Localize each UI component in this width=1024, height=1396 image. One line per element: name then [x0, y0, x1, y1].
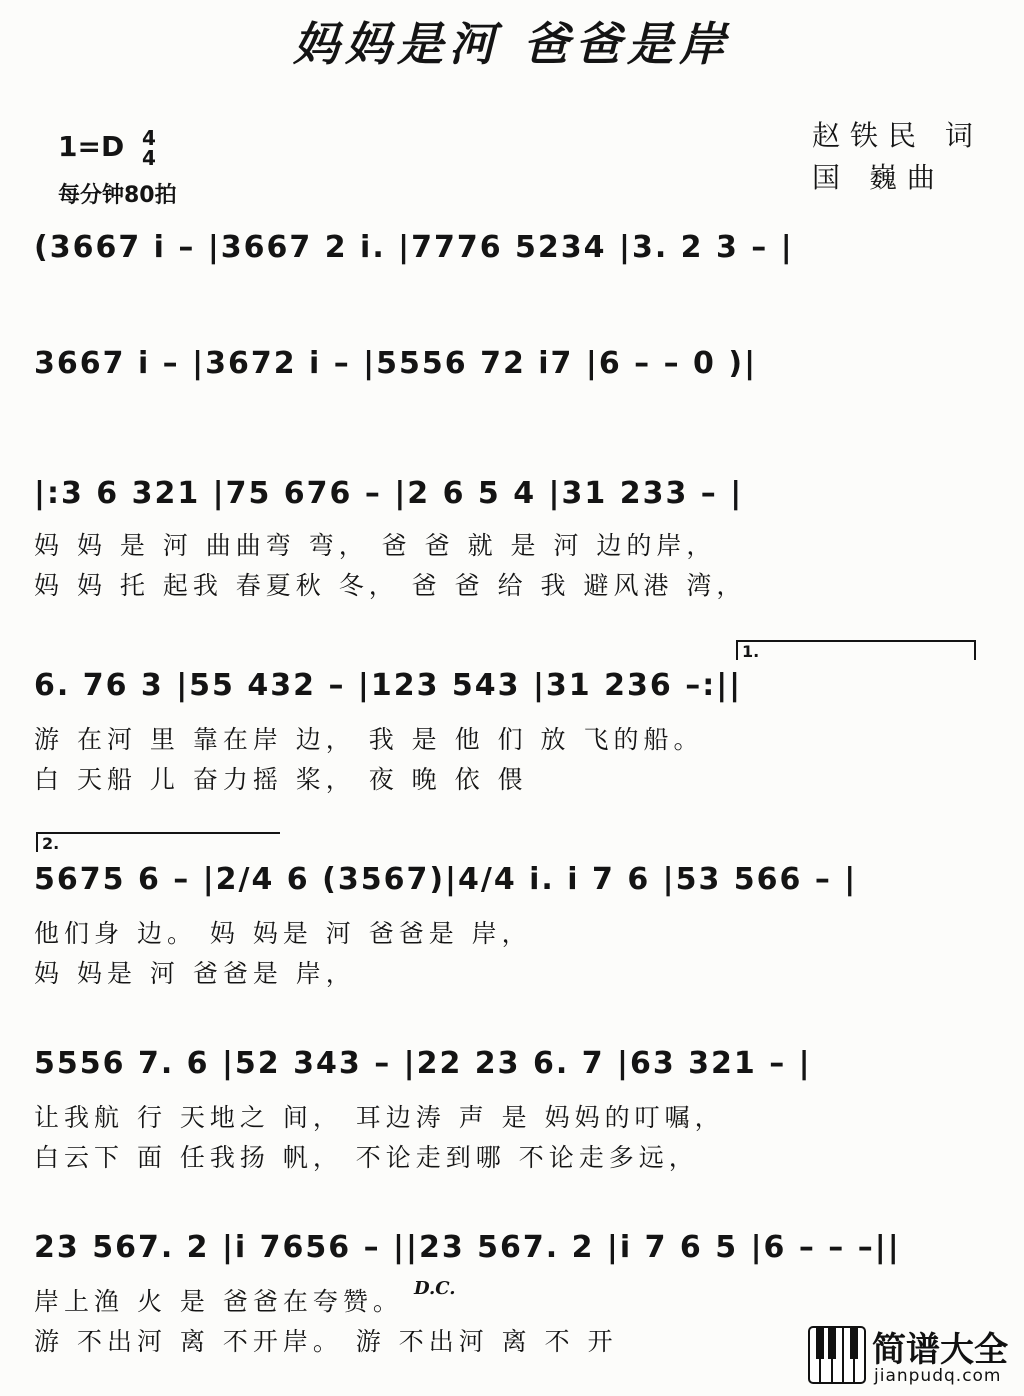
notation-row-2: 3667 i – |3672 i – |5556 72 i7 |6 – – 0 )| — [34, 346, 758, 381]
notation-row-6: 5556 7. 6 |52 343 – |22 23 6. 7 |63 321 – | — [34, 1046, 812, 1081]
lyric-line: 白云下 面 任我扬 帆， 不论走到哪 不论走多远， — [34, 1143, 699, 1172]
lyricist-credit: 赵铁民 词 — [812, 119, 983, 152]
lyric-line: 游 不出河 离 不开岸。 游 不出河 离 不 开 — [34, 1327, 618, 1356]
watermark-url: jianpudq.com — [874, 1366, 1002, 1386]
watermark-text: 简谱大全 — [872, 1330, 1008, 1370]
time-sig-bottom: 4 — [141, 146, 156, 170]
lyric-line: 妈 妈 是 河 曲曲弯 弯， 爸 爸 就 是 河 边的岸， — [34, 531, 717, 560]
volta-first-ending — [736, 640, 976, 660]
lyric-line: 让我航 行 天地之 间， 耳边涛 声 是 妈妈的叮嘱， — [34, 1103, 725, 1132]
dc-marking: D.C. — [414, 1278, 456, 1299]
volta-label: 1. — [742, 642, 760, 661]
lyric-line: 妈 妈 托 起我 春夏秋 冬， 爸 爸 给 我 避风港 湾， — [34, 571, 747, 600]
notation-row-7: 23 567. 2 |i 7656 – ||23 567. 2 |i 7 6 5 |6 – – –|| — [34, 1230, 901, 1265]
lyric-line: 游 在河 里 靠在岸 边， 我 是 他 们 放 飞的船。 — [34, 725, 704, 754]
key-signature — [58, 128, 156, 168]
time-sig-top: 4 — [141, 126, 156, 150]
volta-second-ending — [36, 832, 280, 852]
piano-keys-icon — [808, 1326, 866, 1384]
page-title: 妈妈是河 爸爸是岸 — [292, 17, 731, 71]
volta-label: 2. — [42, 834, 60, 853]
key-text: 1=D — [58, 130, 125, 163]
lyric-line: 白 天船 儿 奋力摇 桨， 夜 晚 依 偎 — [34, 765, 528, 794]
notation-row-4: 6. 76 3 |55 432 – |123 543 |31 236 –:|| — [34, 668, 743, 703]
notation-row-5: 5675 6 – |2/4 6 (3567)|4/4 i. i 7 6 |53 566 – | — [34, 862, 858, 897]
lyric-line: 他们身 边。 妈 妈是 河 爸爸是 岸， — [34, 919, 532, 948]
notation-row-3: |:3 6 321 |75 676 – |2 6 5 4 |31 233 – | — [34, 476, 744, 511]
lyric-line: 妈 妈是 河 爸爸是 岸， — [34, 959, 356, 988]
time-signature — [142, 128, 156, 168]
notation-row-1: (3667 i – |3667 2 i. |7776 5234 |3. 2 3 – | — [34, 230, 794, 265]
tempo-marking: 每分钟80拍 — [58, 183, 177, 208]
composer-credit: 国 巍曲 — [812, 161, 945, 194]
watermark-logo — [808, 1322, 1018, 1392]
lyric-line: 岸上渔 火 是 爸爸在夸赞。 — [34, 1287, 403, 1316]
